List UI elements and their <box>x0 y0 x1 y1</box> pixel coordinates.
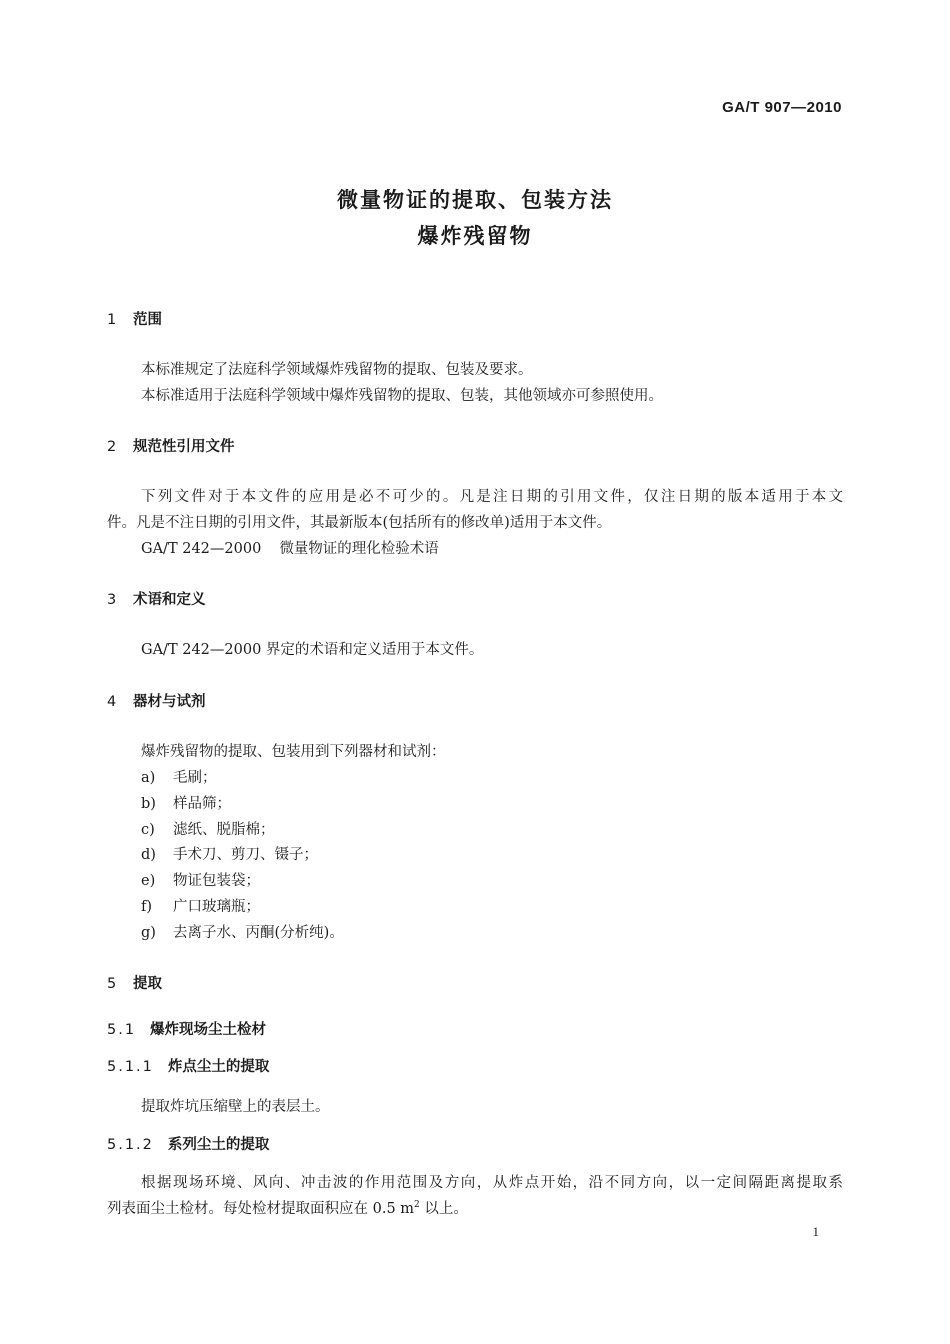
list-item-text: 广口玻璃瓶； <box>173 899 260 915</box>
paragraph-line <box>107 1197 468 1218</box>
section-title: 术语和定义 <box>133 592 206 608</box>
section-number: 4 <box>107 694 117 710</box>
list-marker: g) <box>141 925 156 941</box>
list-item <box>141 766 217 787</box>
normative-reference <box>141 537 439 558</box>
paragraph-line: 件。凡是不注日期的引用文件，其最新版本(包括所有的修改单)适用于本文件。 <box>107 515 612 531</box>
list-item <box>141 869 260 890</box>
section-title: 规范性引用文件 <box>133 439 235 455</box>
subsection-title: 系列尘土的提取 <box>167 1137 270 1153</box>
list-item-text: 毛刷； <box>173 770 217 786</box>
subsection-5-1-2-heading <box>107 1133 269 1154</box>
subsection-title: 炸点尘土的提取 <box>167 1059 270 1075</box>
subsection-number: 5.1 <box>107 1022 137 1038</box>
list-marker: b) <box>141 796 156 812</box>
paragraph-text: 列表面尘土检材。每处检材提取面积应在 0.5 m <box>107 1201 415 1217</box>
section-1-heading <box>107 308 162 329</box>
subsection-title: 爆炸现场尘土检材 <box>150 1022 267 1038</box>
reference-title: 微量物证的理化检验术语 <box>279 541 439 557</box>
paragraph: 爆炸残留物的提取、包装用到下列器材和试剂： <box>141 744 446 760</box>
list-marker: d) <box>141 847 156 863</box>
section-4-heading <box>107 690 206 711</box>
section-3-heading <box>107 588 206 609</box>
list-item-text: 去离子水、丙酮(分析纯)。 <box>173 925 344 941</box>
section-number: 1 <box>107 312 117 328</box>
standard-number: GA/T 907—2010 <box>722 99 842 116</box>
subsection-5-1-heading <box>107 1018 266 1039</box>
list-item <box>141 792 231 813</box>
section-title: 范围 <box>133 312 162 328</box>
reference-code: GA/T 242—2000 <box>141 541 262 557</box>
subsection-5-1-1-heading <box>107 1055 269 1076</box>
list-item-text: 样品筛； <box>173 796 231 812</box>
section-number: 3 <box>107 592 117 608</box>
subsection-number: 5.1.1 <box>107 1059 154 1075</box>
section-2-heading <box>107 435 235 456</box>
subsection-number: 5.1.2 <box>107 1137 154 1153</box>
list-marker: e) <box>141 873 156 889</box>
section-5-heading <box>107 972 162 993</box>
paragraph-text: 以上。 <box>419 1201 468 1217</box>
list-marker: a) <box>141 770 156 786</box>
list-item <box>141 843 318 864</box>
list-item <box>141 921 344 942</box>
superscript: 2 <box>414 1200 420 1211</box>
paragraph-line: 下列文件对于本文件的应用是必不可少的。凡是注日期的引用文件，仅注日期的版本适用于本文 <box>141 489 843 505</box>
document-subtitle: 爆炸残留物 <box>417 224 533 248</box>
list-marker: f) <box>141 899 153 915</box>
paragraph-line: 根据现场环境、风向、冲击波的作用范围及方向，从炸点开始，沿不同方向，以一定间隔距离提取系 <box>141 1175 843 1191</box>
paragraph: 本标准规定了法庭科学领域爆炸残留物的提取、包装及要求。 <box>141 362 533 378</box>
paragraph: 提取炸坑压缩壁上的表层土。 <box>141 1099 330 1115</box>
paragraph: GA/T 242—2000 界定的术语和定义适用于本文件。 <box>141 642 484 658</box>
list-item <box>141 818 275 839</box>
list-marker: c) <box>141 822 155 838</box>
section-number: 5 <box>107 976 117 992</box>
document-title: 微量物证的提取、包装方法 <box>337 188 613 212</box>
list-item-text: 手术刀、剪刀、镊子； <box>173 847 318 863</box>
page-number: 1 <box>812 1224 819 1239</box>
list-item-text: 滤纸、脱脂棉； <box>173 822 275 838</box>
list-item-text: 物证包装袋； <box>173 873 260 889</box>
section-number: 2 <box>107 439 117 455</box>
list-item <box>141 895 260 916</box>
paragraph: 本标准适用于法庭科学领域中爆炸残留物的提取、包装，其他领域亦可参照使用。 <box>141 388 663 404</box>
section-title: 器材与试剂 <box>133 694 206 710</box>
section-title: 提取 <box>133 976 162 992</box>
